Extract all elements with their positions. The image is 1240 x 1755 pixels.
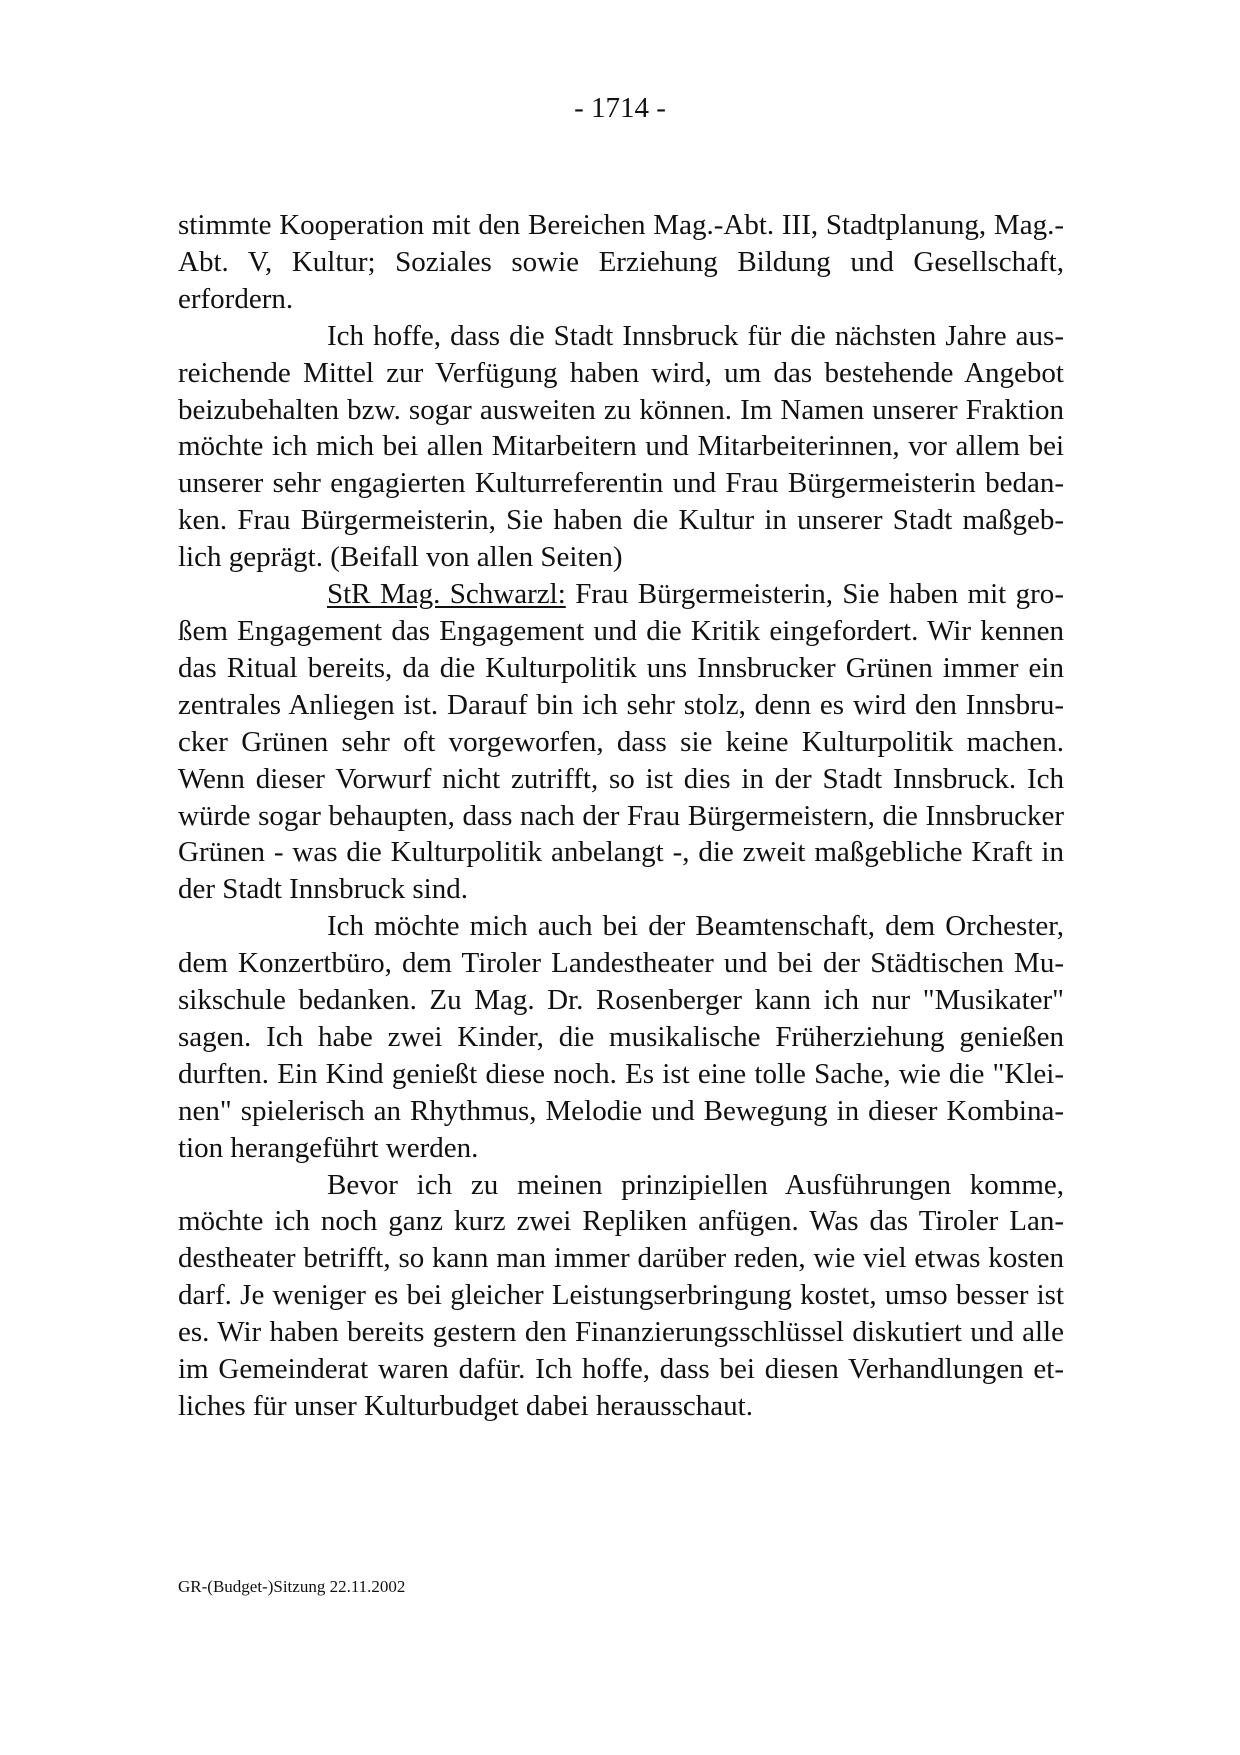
paragraph-1 — [178, 207, 1064, 318]
paragraph-3 — [178, 576, 1064, 908]
paragraph-1-text: stimmte Kooperation mit den Bereichen Mag.-Abt. III, Stadtplanung, Mag.-Abt. V, Kultur; Soziales sowie Erziehung Bildung und Gesellschaft, erfordern. — [178, 209, 1064, 315]
paragraph-2 — [178, 318, 1064, 576]
footer-session-label: GR-(Budget-)Sitzung 22.11.2002 — [178, 1577, 406, 1596]
paragraph-4-text: Ich möchte mich auch bei der Beamtenschaft, dem Orchester, dem Konzertbüro, dem Tiroler Landestheater und bei der Städtischen Musikschule bedanken. Zu Mag. Dr. Rosenberger kann ich nur "Musikater" sagen. Ich habe zwei Kinder, die musikalische Früherziehung genießen durften. Ein Kind genießt diese noch. Es ist eine tolle Sache, wie die "Kleinen" spielerisch an Rhythmus, Melodie und Bewegung in dieser Kombination herangeführt werden. — [178, 910, 1064, 1164]
paragraph-4 — [178, 908, 1064, 1166]
paragraph-5-text: Bevor ich zu meinen prinzipiellen Ausführungen komme, möchte ich noch ganz kurz zwei Repliken anfügen. Was das Tiroler Landestheater betrifft, so kann man immer darüber reden, wie viel etwas kosten darf. Je weniger es bei gleicher Leistungserbringung kostet, umso besser ist es. Wir haben bereits gestern den Finanzierungsschlüssel diskutiert und alle im Gemeinderat waren dafür. Ich hoffe, dass bei diesen Verhandlungen etliches für unser Kulturbudget dabei herausschaut. — [178, 1168, 1064, 1422]
document-body — [178, 207, 1064, 1425]
paragraph-5 — [178, 1167, 1064, 1425]
speaker-name: StR Mag. Schwarzl: — [327, 578, 566, 611]
paragraph-2-text: Ich hoffe, dass die Stadt Innsbruck für die nächsten Jahre ausreichende Mittel zur Verfügung haben wird, um das bestehende Angebot beizubehalten bzw. sogar ausweiten zu können. Im Namen unserer Fraktion möchte ich mich bei allen Mitarbeitern und Mitarbeiterinnen, vor allem bei unserer sehr engagierten Kulturreferentin und Frau Bürgermeisterin bedanken. Frau Bürgermeisterin, Sie haben die Kultur in unserer Stadt maßgeblich geprägt. (Beifall von allen Seiten) — [178, 319, 1064, 574]
paragraph-3-text: Frau Bürgermeisterin, Sie haben mit großem Engagement das Engagement und die Kritik eingefordert. Wir kennen das Ritual bereits, da die Kulturpolitik uns Innsbrucker Grünen immer ein zentrales Anliegen ist. Darauf bin ich sehr stolz, denn es wird den Innsbrucker Grünen sehr oft vorgeworfen, dass sie keine Kulturpolitik machen. Wenn dieser Vorwurf nicht zutrifft, so ist dies in der Stadt Innsbruck. Ich würde sogar behaupten, dass nach der Frau Bürgermeistern, die Innsbrucker Grünen - was die Kulturpolitik anbelangt -, die zweit maßgebliche Kraft in der Stadt Innsbruck sind. — [178, 578, 1064, 906]
page-number: - 1714 - — [574, 92, 666, 124]
